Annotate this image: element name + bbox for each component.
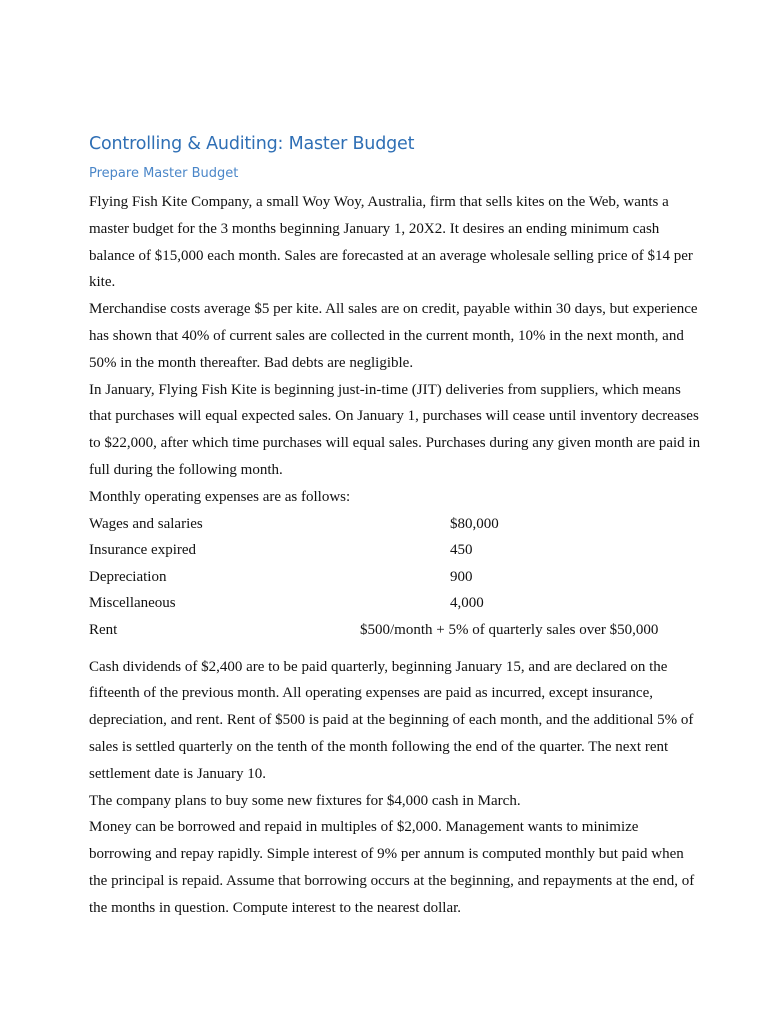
closing-paragraph: The company plans to buy some new fixtures for $4,000 cash in March. <box>89 792 521 809</box>
closing-section <box>89 654 704 922</box>
expenses-heading: Monthly operating expenses are as follows: <box>89 488 351 505</box>
intro-paragraph: Flying Fish Kite Company, a small Woy Woy, Australia, firm that sells kites on the Web, wants a master budget for the 3 months beginning January 1, 20X2. It desires an ending minimum cash balance of $15,000 each month. Sales are forecasted at an average wholesale selling price of $14 per kite. <box>89 194 693 291</box>
closing-paragraph: Money can be borrowed and repaid in multiples of $2,000. Management wants to minimize borrowing and repay rapidly. Simple interest of 9% per annum is computed monthly but paid when the principal is repaid. Assume that borrowing occurs at the beginning, and repayments at the end, of the months in question. Compute interest to the nearest dollar. <box>89 819 695 916</box>
expense-value: 900 <box>450 568 473 585</box>
expense-label: Rent <box>89 621 118 638</box>
expense-label: Depreciation <box>89 568 167 585</box>
expense-value: $80,000 <box>450 515 499 532</box>
expense-row <box>89 617 704 644</box>
document-title: Controlling & Auditing: Master Budget <box>89 134 415 154</box>
expense-label: Miscellaneous <box>89 595 176 612</box>
expense-row <box>89 511 704 538</box>
intro-section <box>89 189 704 511</box>
expense-value: $500/month + 5% of quarterly sales over $50,000 <box>360 621 659 638</box>
closing-paragraph: Cash dividends of $2,400 are to be paid quarterly, beginning January 15, and are declared on the fifteenth of the previous month. All operating expenses are paid as incurred, except insurance, depreciation, and rent. Rent of $500 is paid at the beginning of each month, and the additional 5% of sales is settled quarterly on the tenth of the month following the end of the quarter. The next rent settlement date is January 10. <box>89 658 694 782</box>
expense-row <box>89 537 704 564</box>
expense-value: 450 <box>450 542 473 559</box>
expense-value: 4,000 <box>450 595 484 612</box>
operating-expenses-list <box>89 511 704 644</box>
expense-label: Wages and salaries <box>89 515 203 532</box>
section-spacer <box>89 644 704 654</box>
document-subtitle: Prepare Master Budget <box>89 166 239 181</box>
document-page <box>89 130 704 922</box>
expense-row <box>89 590 704 617</box>
expense-row <box>89 564 704 591</box>
expense-label: Insurance expired <box>89 542 197 559</box>
intro-paragraph: In January, Flying Fish Kite is beginning just-in-time (JIT) deliveries from suppliers, which means that purchases will equal expected sales. On January 1, purchases will cease until inventory decreases to $22,000, after which time purchases will equal sales. Purchases during any given month are paid in full during the following month. <box>89 381 701 478</box>
intro-paragraph: Merchandise costs average $5 per kite. All sales are on credit, payable within 30 days, but experience has shown that 40% of current sales are collected in the current month, 10% in the next month, and 50% in the month thereafter. Bad debts are negligible. <box>89 301 698 371</box>
